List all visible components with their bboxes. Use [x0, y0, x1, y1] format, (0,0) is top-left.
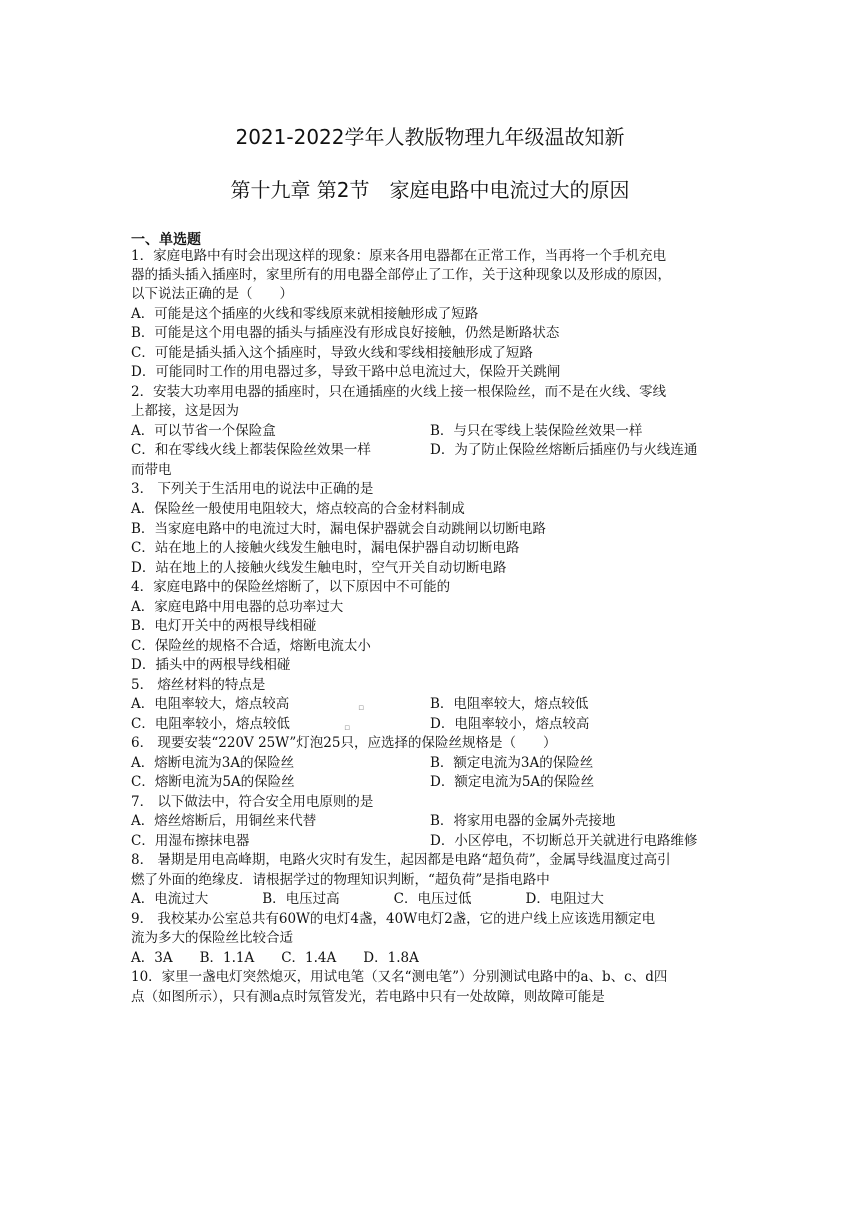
option-line: A．可以节省一个保险盒 — [131, 423, 276, 439]
option-line: A．熔断电流为3A的保险丝 — [131, 755, 295, 771]
text-line: 器的插头插入插座时，家里所有的用电器全部停止了工作，关于这种现象以及形成的原因， — [131, 267, 671, 283]
option-line: D．为了防止保险丝熔断后插座仍与火线连通 — [430, 442, 698, 458]
text-line: 燃了外面的绝缘皮．请根据学过的物理知识判断，“超负荷”是指电路中 — [131, 872, 550, 888]
document-title: 2021-2022学年人教版物理九年级温故知新 — [235, 125, 625, 149]
text-line: 6． 现要安装“220V 25W”灯泡25只，应选择的保险丝规格是（ ） — [131, 735, 557, 751]
option-line: B．当家庭电路中的电流过大时，漏电保护器就会自动跳闸以切断电路 — [131, 521, 546, 537]
option-line: B．可能是这个用电器的插头与插座没有形成良好接触，仍然是断路状态 — [131, 325, 560, 341]
text-line: 以下说法正确的是（ ） — [131, 286, 293, 302]
option-line: D．电阻率较小，熔点较高 — [430, 716, 590, 732]
text-line: 上都接，这是因为 — [131, 403, 239, 419]
scan-dot: ▫ — [344, 723, 351, 733]
option-line: C．可能是插头插入这个插座时，导致火线和零线相接触形成了短路 — [131, 345, 533, 361]
option-line: B．额定电流为3A的保险丝 — [430, 755, 594, 771]
option-line: C．站在地上的人接触火线发生触电时，漏电保护器自动切断电路 — [131, 540, 520, 556]
option-line: 而带电 — [131, 462, 172, 478]
option-line: C．电阻率较小，熔点较低 — [131, 716, 290, 732]
text-line: 3． 下列关于生活用电的说法中正确的是 — [131, 481, 374, 497]
option-line: A．家庭电路中用电器的总功率过大 — [131, 599, 344, 615]
option-line: C．用湿布擦抹电器 — [131, 833, 250, 849]
text-line: 1．家庭电路中有时会出现这样的现象：原来各用电器都在正常工作，当再将一个手机充电 — [131, 248, 667, 264]
option-line: A．3A B．1.1A C．1.4A D．1.8A — [131, 950, 419, 966]
option-line: C．保险丝的规格不合适，熔断电流太小 — [131, 638, 371, 654]
option-line: D．可能同时工作的用电器过多，导致干路中总电流过大，保险开关跳闸 — [131, 364, 561, 380]
option-line: A．熔丝熔断后，用铜丝来代替 — [131, 813, 317, 829]
option-line: A．保险丝一般使用电阻较大，熔点较高的合金材料制成 — [131, 501, 465, 517]
chapter-subtitle: 第十九章 第2节 家庭电路中电流过大的原因 — [230, 178, 630, 202]
text-line: 8． 暑期是用电高峰期，电路火灾时有发生，起因都是电路“超负荷”，金属导线温度过高引 — [131, 852, 671, 868]
text-line: 2．安装大功率用电器的插座时，只在通插座的火线上接一根保险丝，而不是在火线、零线 — [131, 384, 667, 400]
option-line: D．额定电流为5A的保险丝 — [430, 774, 595, 790]
option-line: A．电阻率较大，熔点较高 — [131, 696, 290, 712]
option-line: D．插头中的两根导线相碰 — [131, 657, 291, 673]
option-line: B．将家用电器的金属外壳接地 — [430, 813, 616, 829]
option-line: D．小区停电，不切断总开关就进行电路维修 — [430, 833, 698, 849]
text-line: 9． 我校某办公室总共有60W的电灯4盏，40W电灯2盏，它的进户线上应该选用额定电 — [131, 911, 656, 927]
text-line: 流为多大的保险丝比较合适 — [131, 930, 293, 946]
option-line: B．与只在零线上装保险丝效果一样 — [430, 423, 643, 439]
option-line: D．站在地上的人接触火线发生触电时，空气开关自动切断电路 — [131, 560, 507, 576]
option-line: A．可能是这个插座的火线和零线原来就相接触形成了短路 — [131, 306, 479, 322]
section-heading: 一、单选题 — [131, 232, 201, 248]
option-line: C．熔断电流为5A的保险丝 — [131, 774, 295, 790]
text-line: 5． 熔丝材料的特点是 — [131, 677, 266, 693]
text-line: 点（如图所示），只有测a点时氖管发光，若电路中只有一处故障，则故障可能是 — [131, 989, 605, 1005]
text-line: 7． 以下做法中，符合安全用电原则的是 — [131, 794, 374, 810]
scan-dot: ▫ — [358, 703, 365, 713]
text-line: 10．家里一盏电灯突然熄灭，用试电笔（又名“测电笔”）分别测试电路中的a、b、c、d四 — [131, 969, 668, 985]
text-line: 4．家庭电路中的保险丝熔断了，以下原因中不可能的 — [131, 579, 451, 595]
option-line: B．电阻率较大，熔点较低 — [430, 696, 589, 712]
option-line: B．电灯开关中的两根导线相碰 — [131, 618, 317, 634]
option-line: A．电流过大 B．电压过高 C．电压过低 D．电阻过大 — [131, 891, 604, 907]
option-line: C．和在零线火线上都装保险丝效果一样 — [131, 442, 371, 458]
